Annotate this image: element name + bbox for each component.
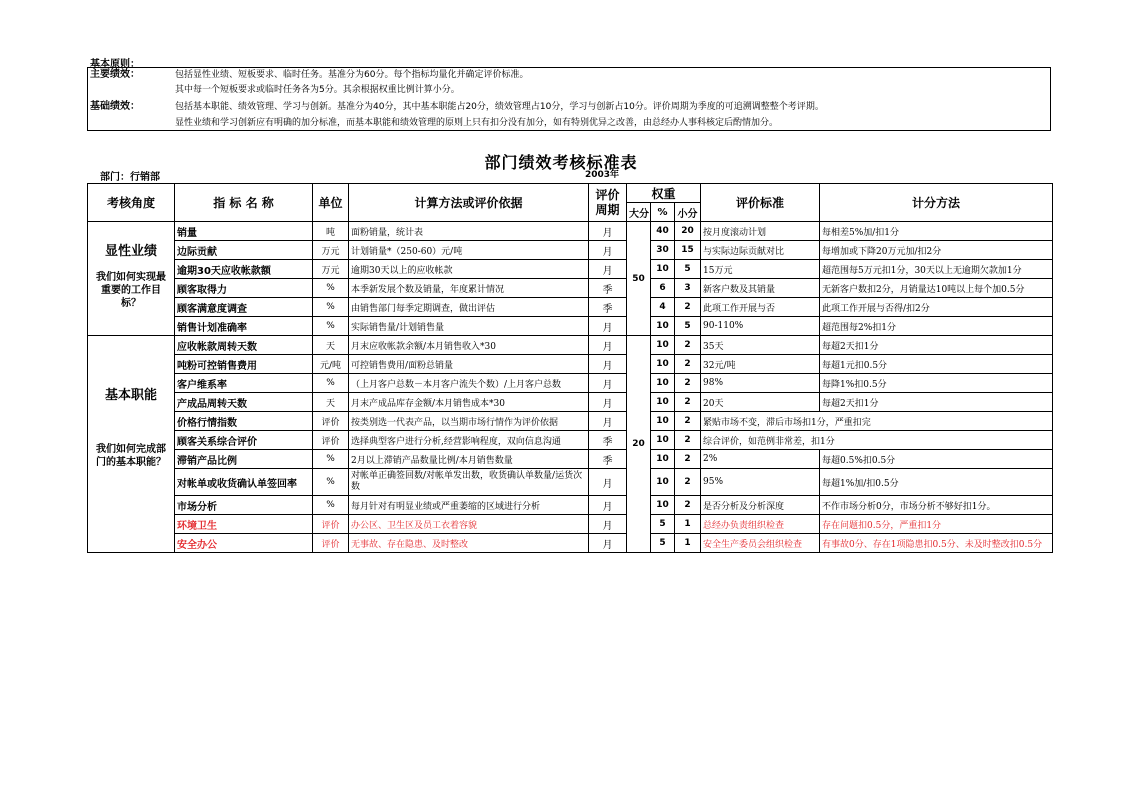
cell-unit: 元/吨 (313, 355, 349, 374)
cell-scoring: 不作市场分析0分，市场分析不够好扣1分。 (820, 496, 1053, 515)
cell-name: 市场分析 (175, 496, 313, 515)
cell-method: 2月以上滞销产品数量比例/本月销售数量 (349, 450, 589, 469)
cell-pct: 10 (651, 374, 675, 393)
cell-scoring: 每增加或下降20万元加/扣2分 (820, 241, 1053, 260)
cell-cycle: 季 (589, 450, 627, 469)
table-row (88, 222, 1053, 241)
category-title: 显性业绩 (104, 244, 157, 259)
cell-standard: 与实际边际贡献对比 (701, 241, 820, 260)
cell-name: 吨粉可控销售费用 (175, 355, 313, 374)
category-cell (88, 222, 175, 336)
principle-label: 基础绩效： (90, 101, 140, 112)
cell-method: 实际销售量/计划销售量 (349, 317, 589, 336)
cell-standard: 35天 (701, 336, 820, 355)
header-big: 大分 (627, 203, 651, 222)
year-label: 2003年 (585, 170, 620, 180)
cell-name: 客户维系率 (175, 374, 313, 393)
cell-pct: 30 (651, 241, 675, 260)
principle-text: 显性业绩和学习创新应有明确的加分标准，而基本职能和绩效管理的原则上只有扣分没有加分，如有特别优异之改善，由总经办人事科核定后酌情加分。 (175, 118, 779, 128)
cell-small: 1 (675, 534, 701, 553)
cell-method: 由销售部门每季定期调查，做出评估 (349, 298, 589, 317)
header-weight: 权重 (627, 184, 701, 203)
table-row (88, 260, 1053, 279)
cell-cycle: 月 (589, 496, 627, 515)
cell-pct: 4 (651, 298, 675, 317)
table-row (88, 317, 1053, 336)
cell-pct: 10 (651, 355, 675, 374)
header-method: 计算方法或评价依据 (349, 184, 589, 222)
cell-small: 3 (675, 279, 701, 298)
cell-pct: 10 (651, 336, 675, 355)
cell-scoring: 每超1%加/扣0.5分 (820, 469, 1053, 496)
cell-cycle: 月 (589, 241, 627, 260)
cell-method: 面粉销量，统计表 (349, 222, 589, 241)
cell-name: 安全办公 (175, 534, 313, 553)
cell-unit: 吨 (313, 222, 349, 241)
cell-standard: 总经办负责组织检查 (701, 515, 820, 534)
cell-name: 顾客关系综合评价 (175, 431, 313, 450)
kpi-table (87, 183, 1053, 553)
table-row (88, 431, 1053, 450)
table-row (88, 298, 1053, 317)
table-row (88, 355, 1053, 374)
table-row (88, 336, 1053, 355)
cell-cycle: 季 (589, 279, 627, 298)
table-row (88, 515, 1053, 534)
table-row (88, 374, 1053, 393)
cell-standard: 安全生产委员会组织检查 (701, 534, 820, 553)
cell-standard: 按月度滚动计划 (701, 222, 820, 241)
cell-unit: 评价 (313, 515, 349, 534)
cell-standard: 新客户数及其销量 (701, 279, 820, 298)
header-unit: 单位 (313, 184, 349, 222)
cell-method: 计划销量*（250-60）元/吨 (349, 241, 589, 260)
cell-big-score: 50 (627, 222, 651, 336)
header-angle: 考核角度 (88, 184, 175, 222)
cell-unit: % (313, 298, 349, 317)
cell-method: （上月客户总数－本月客户流失个数）/上月客户总数 (349, 374, 589, 393)
cell-pct: 40 (651, 222, 675, 241)
cell-pct: 10 (651, 450, 675, 469)
cell-method: 月末应收帐款余额/本月销售收入*30 (349, 336, 589, 355)
cell-cycle: 月 (589, 260, 627, 279)
principles-box (87, 67, 1051, 131)
cell-standard: 95% (701, 469, 820, 496)
cell-small: 2 (675, 355, 701, 374)
cell-method: 逾期30天以上的应收帐款 (349, 260, 589, 279)
table-row (88, 393, 1053, 412)
cell-method: 办公区、卫生区及员工衣着容貌 (349, 515, 589, 534)
cell-cycle: 月 (589, 374, 627, 393)
cell-small: 2 (675, 298, 701, 317)
header-scoring: 计分方法 (820, 184, 1053, 222)
cell-method: 对帐单正确签回数/对帐单发出数，收货确认单数量/运货次数 (349, 469, 589, 496)
cell-big-score: 20 (627, 336, 651, 553)
cell-small: 5 (675, 317, 701, 336)
cell-cycle: 月 (589, 393, 627, 412)
cell-unit: 天 (313, 336, 349, 355)
principle-text: 其中每一个短板要求或临时任务各为5分。其余根据权重比例计算小分。 (175, 85, 460, 95)
cell-small: 2 (675, 431, 701, 450)
cell-cycle: 月 (589, 534, 627, 553)
cell-name: 产成品周转天数 (175, 393, 313, 412)
cell-small: 5 (675, 260, 701, 279)
cell-unit: % (313, 469, 349, 496)
cell-unit: % (313, 279, 349, 298)
header-small: 小分 (675, 203, 701, 222)
cell-pct: 10 (651, 412, 675, 431)
cell-unit: % (313, 374, 349, 393)
cell-name: 对帐单或收货确认单签回率 (175, 469, 313, 496)
table-row (88, 534, 1053, 553)
cell-unit: % (313, 317, 349, 336)
cell-cycle: 月 (589, 355, 627, 374)
table-row (88, 279, 1053, 298)
cell-unit: 评价 (313, 412, 349, 431)
cell-scoring: 每超1元扣0.5分 (820, 355, 1053, 374)
cell-unit: 评价 (313, 431, 349, 450)
category-question: 我们如何实现最重要的工作目标？ (96, 272, 166, 309)
cell-unit: 评价 (313, 534, 349, 553)
cell-pct: 10 (651, 260, 675, 279)
table-row (88, 469, 1053, 496)
cell-scoring: 每降1%扣0.5分 (820, 374, 1053, 393)
cell-small: 15 (675, 241, 701, 260)
cell-standard: 是否分析及分析深度 (701, 496, 820, 515)
cell-standard: 15万元 (701, 260, 820, 279)
cell-method: 本季新发展个数及销量，年度累计情况 (349, 279, 589, 298)
cell-small: 2 (675, 450, 701, 469)
cell-name: 销售计划准确率 (175, 317, 313, 336)
cell-unit: % (313, 450, 349, 469)
cell-unit: 万元 (313, 260, 349, 279)
cell-scoring: 此项工作开展与否得/扣2分 (820, 298, 1053, 317)
cell-standard: 90-110% (701, 317, 820, 336)
cell-standard: 紧贴市场不变，滞后市场扣1分，严重扣完 (701, 412, 1053, 431)
principle-text: 包括基本职能、绩效管理、学习与创新。基准分为40分，其中基本职能占20分，绩效管理占10分，学习与创新占10分。评价周期为季度的可追溯调整整个考评期。 (175, 102, 824, 112)
cell-unit: 万元 (313, 241, 349, 260)
cell-name: 逾期30天应收帐款额 (175, 260, 313, 279)
cell-method: 月末产成品库存金额/本月销售成本*30 (349, 393, 589, 412)
cell-name: 销量 (175, 222, 313, 241)
cell-scoring: 有事故0分、存在1项隐患扣0.5分、未及时整改扣0.5分 (820, 534, 1053, 553)
cell-cycle: 季 (589, 298, 627, 317)
cell-standard: 此项工作开展与否 (701, 298, 820, 317)
cell-pct: 10 (651, 469, 675, 496)
header-pct: % (651, 203, 675, 222)
cell-standard: 2% (701, 450, 820, 469)
cell-unit: 天 (313, 393, 349, 412)
table-row (88, 241, 1053, 260)
header-cycle: 评价周期 (589, 184, 627, 222)
category-cell (88, 336, 175, 553)
page-title: 部门绩效考核标准表 (484, 153, 638, 172)
cell-pct: 10 (651, 431, 675, 450)
category-question: 我们如何完成部门的基本职能？ (96, 444, 166, 468)
principle-text: 包括显性业绩、短板要求、临时任务。基准分为60分。每个指标均量化并确定评价标准。 (175, 70, 529, 80)
header-standard: 评价标准 (701, 184, 820, 222)
cell-name: 顾客取得力 (175, 279, 313, 298)
cell-cycle: 月 (589, 222, 627, 241)
header-name: 指 标 名 称 (175, 184, 313, 222)
cell-name: 环境卫生 (175, 515, 313, 534)
category-title: 基本职能 (104, 388, 157, 403)
cell-cycle: 季 (589, 431, 627, 450)
cell-scoring: 每超2天扣1分 (820, 336, 1053, 355)
cell-scoring: 超范围每2%扣1分 (820, 317, 1053, 336)
cell-name: 滞销产品比例 (175, 450, 313, 469)
table-row (88, 450, 1053, 469)
cell-pct: 5 (651, 515, 675, 534)
cell-unit: % (313, 496, 349, 515)
cell-cycle: 月 (589, 515, 627, 534)
principle-label: 主要绩效： (90, 69, 140, 80)
cell-scoring: 每超0.5%扣0.5分 (820, 450, 1053, 469)
cell-pct: 10 (651, 496, 675, 515)
cell-method: 按类别选一代表产品，以当期市场行情作为评价依据 (349, 412, 589, 431)
cell-standard: 98% (701, 374, 820, 393)
cell-standard: 32元/吨 (701, 355, 820, 374)
cell-scoring: 存在问题扣0.5分，严重扣1分 (820, 515, 1053, 534)
cell-name: 应收帐款周转天数 (175, 336, 313, 355)
cell-standard: 综合评价，如范例非常差，扣1分 (701, 431, 1053, 450)
table-row (88, 496, 1053, 515)
cell-cycle: 月 (589, 412, 627, 431)
cell-name: 顾客满意度调查 (175, 298, 313, 317)
cell-small: 2 (675, 412, 701, 431)
cell-pct: 10 (651, 317, 675, 336)
cell-pct: 6 (651, 279, 675, 298)
cell-scoring: 无新客户数扣2分，月销量达10吨以上每个加0.5分 (820, 279, 1053, 298)
cell-cycle: 月 (589, 336, 627, 355)
cell-scoring: 每相差5%加/扣1分 (820, 222, 1053, 241)
cell-method: 可控销售费用/面粉总销量 (349, 355, 589, 374)
cell-name: 边际贡献 (175, 241, 313, 260)
cell-scoring: 超范围每5万元扣1分，30天以上无逾期欠款加1分 (820, 260, 1053, 279)
cell-name: 价格行情指数 (175, 412, 313, 431)
principles-label: 基本原则： (90, 59, 140, 70)
cell-method: 选择典型客户进行分析,经营影响程度，双向信息沟通 (349, 431, 589, 450)
cell-scoring: 每超2天扣1分 (820, 393, 1053, 412)
cell-small: 2 (675, 469, 701, 496)
cell-standard: 20天 (701, 393, 820, 412)
cell-small: 2 (675, 393, 701, 412)
department-label: 部门：行销部 (100, 172, 160, 183)
table-row (88, 412, 1053, 431)
cell-small: 20 (675, 222, 701, 241)
cell-pct: 5 (651, 534, 675, 553)
cell-small: 2 (675, 496, 701, 515)
cell-small: 2 (675, 336, 701, 355)
cell-small: 1 (675, 515, 701, 534)
cell-cycle: 月 (589, 469, 627, 496)
cell-cycle: 月 (589, 317, 627, 336)
cell-method: 无事故、存在隐患、及时整改 (349, 534, 589, 553)
cell-small: 2 (675, 374, 701, 393)
cell-pct: 10 (651, 393, 675, 412)
cell-method: 每月针对有明显业绩或严重萎缩的区域进行分析 (349, 496, 589, 515)
